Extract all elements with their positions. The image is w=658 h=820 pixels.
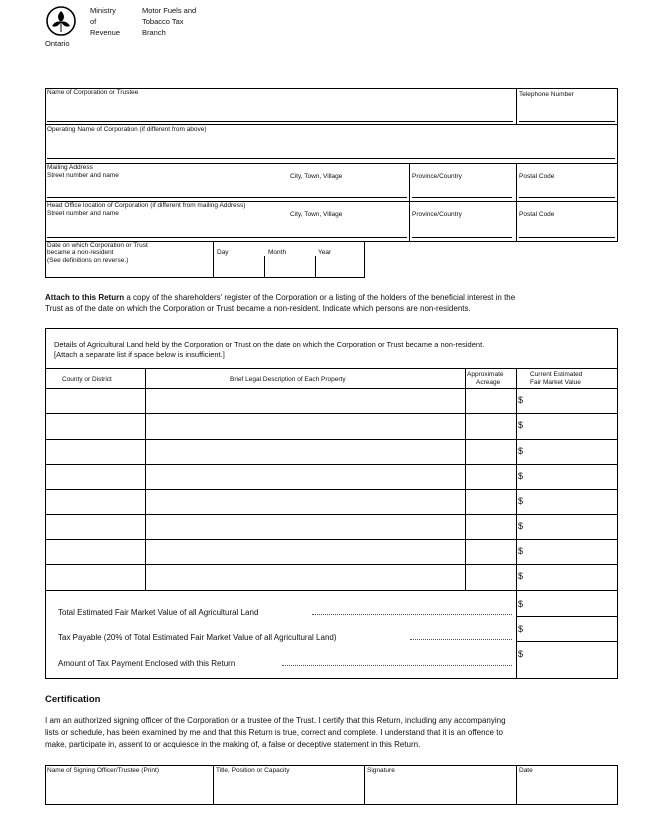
branch-line-3: Branch [142,28,166,37]
tax-payable-label: Tax Payable (20% of Total Estimated Fair Market Value of all Agricultural Land) [58,633,337,642]
mailing-address-field[interactable] [47,184,407,198]
description-cell[interactable] [147,415,463,436]
tax-payable-field[interactable] [526,623,616,639]
day-label: Day [217,249,229,256]
description-cell[interactable] [147,466,463,487]
operating-name-field[interactable] [47,145,615,159]
land-details-1: Details of Agricultural Land held by the Corporation or Trust on the date on which the Corporation or Trust became a non-resident. [54,340,485,349]
head-office-postal-field[interactable] [519,222,615,238]
acreage-cell[interactable] [467,441,514,462]
mailing-city-label: City, Town, Village [290,173,343,180]
date-signed-field[interactable] [519,778,616,803]
certification-text-3: make, participate in, assent to or acquiesce in the making of, a false or deceptive statement in this Return. [45,740,421,749]
row-dollar-sign: $ [518,471,524,481]
month-field[interactable] [267,258,313,276]
row-dollar-sign: $ [518,395,524,405]
county-cell[interactable] [47,516,143,537]
operating-name-label: Operating Name of Corporation (if different from above) [47,126,207,133]
province-name: Ontario [45,39,70,48]
head-office-address-field[interactable] [47,222,407,238]
col-acreage-header-2: Acreage [476,379,501,386]
head-office-postal-label: Postal Code [519,211,555,218]
value-cell[interactable] [526,566,616,587]
ministry-line-3: Revenue [90,28,121,37]
mailing-address-label: Mailing Address [47,164,93,171]
enclosed-label: Amount of Tax Payment Enclosed with this Return [58,659,236,668]
signature-field[interactable] [367,778,514,803]
description-cell[interactable] [147,441,463,462]
tax-dollar-sign: $ [518,624,524,634]
total-dollar-sign: $ [518,599,524,609]
certification-text-2: lists or schedule, has been examined by me and that this Return is true, correct and complete. I understand that it is an offence to [45,728,503,737]
year-field[interactable] [318,258,363,276]
telephone-label: Telephone Number [519,91,574,98]
county-cell[interactable] [47,541,143,562]
description-cell[interactable] [147,491,463,512]
row-dollar-sign: $ [518,546,524,556]
corp-name-field[interactable] [47,108,513,122]
corp-name-label: Name of Corporation or Trustee [47,89,139,96]
value-cell[interactable] [526,441,616,462]
acreage-cell[interactable] [467,415,514,436]
land-details-2: [Attach a separate list if space below is insufficient.] [54,350,225,359]
acreage-cell[interactable] [467,516,514,537]
mailing-province-field[interactable] [412,184,512,198]
value-cell[interactable] [526,390,616,411]
mailing-street-label: Street number and name [47,172,119,179]
certification-title: Certification [45,694,101,705]
acreage-cell[interactable] [467,466,514,487]
mailing-postal-label: Postal Code [519,173,555,180]
branch-line-1: Motor Fuels and [142,6,197,15]
attach-instructions [45,292,620,314]
col-value-header-2: Fair Market Value [530,379,581,386]
row-dollar-sign: $ [518,420,524,430]
acreage-cell[interactable] [467,491,514,512]
row-dollar-sign: $ [518,496,524,506]
enclosed-payment-field[interactable] [526,648,616,664]
signer-title-field[interactable] [216,778,362,803]
col-county-header: County or District [62,376,112,383]
head-office-street-label: Street number and name [47,210,119,217]
acreage-cell[interactable] [467,541,514,562]
date-label-2: became a non-resident [47,249,114,256]
year-label: Year [318,249,332,256]
attach-text-2: Trust as of the date on which the Corporation or Trust became a non-resident. Indicate which persons are non-residents. [45,304,471,313]
signature-label: Signature [367,767,395,774]
row-dollar-sign: $ [518,521,524,531]
enclosed-dollar-sign: $ [518,649,524,659]
row-dollar-sign: $ [518,446,524,456]
month-label: Month [268,249,287,256]
county-cell[interactable] [47,491,143,512]
col-acreage-header-1: Approximate [467,371,504,378]
attach-lead: Attach to this Return [45,293,125,302]
signer-name-label: Name of Signing Officer/Trustee (Print) [47,767,159,774]
acreage-cell[interactable] [467,566,514,587]
acreage-cell[interactable] [467,390,514,411]
county-cell[interactable] [47,415,143,436]
head-office-province-field[interactable] [412,222,512,238]
value-cell[interactable] [526,466,616,487]
ministry-line-1: Ministry [90,6,116,15]
description-cell[interactable] [147,390,463,411]
mailing-province-label: Province/Country [412,173,462,180]
county-cell[interactable] [47,566,143,587]
head-office-label: Head Office location of Corporation (if different from mailing Address) [47,202,246,209]
row-dollar-sign: $ [518,571,524,581]
branch-line-2: Tobacco Tax [142,17,184,26]
mailing-postal-field[interactable] [519,184,615,198]
col-value-header-1: Current Estimated [530,371,583,378]
signer-title-label: Title, Position or Capacity [216,767,290,774]
total-value-field[interactable] [526,598,616,614]
day-field[interactable] [216,258,262,276]
col-description-header: Brief Legal Description of Each Property [230,376,346,383]
telephone-field[interactable] [519,108,615,122]
value-cell[interactable] [526,516,616,537]
total-value-label: Total Estimated Fair Market Value of all Agricultural Land [58,608,259,617]
trillium-icon [46,6,76,36]
date-label-1: Date on which Corporation or Trust [47,242,148,249]
ministry-line-2: of [90,17,97,26]
head-office-province-label: Province/Country [412,211,462,218]
certification-text-1: I am an authorized signing officer of the Corporation or a trustee of the Trust. I certify that this Return, including any accompanying [45,716,506,725]
attach-text-1: a copy of the shareholders' register of the Corporation or a listing of the holders of the beneficial interest in the [124,293,516,302]
date-label-3: (See definitions on reverse.) [47,257,129,264]
value-cell[interactable] [526,415,616,436]
value-cell[interactable] [526,541,616,562]
description-cell[interactable] [147,541,463,562]
value-cell[interactable] [526,491,616,512]
county-cell[interactable] [47,441,143,462]
signer-name-field[interactable] [47,778,211,803]
county-cell[interactable] [47,466,143,487]
county-cell[interactable] [47,390,143,411]
description-cell[interactable] [147,516,463,537]
date-signed-label: Date [519,767,533,774]
description-cell[interactable] [147,566,463,587]
head-office-city-label: City, Town, Village [290,211,343,218]
